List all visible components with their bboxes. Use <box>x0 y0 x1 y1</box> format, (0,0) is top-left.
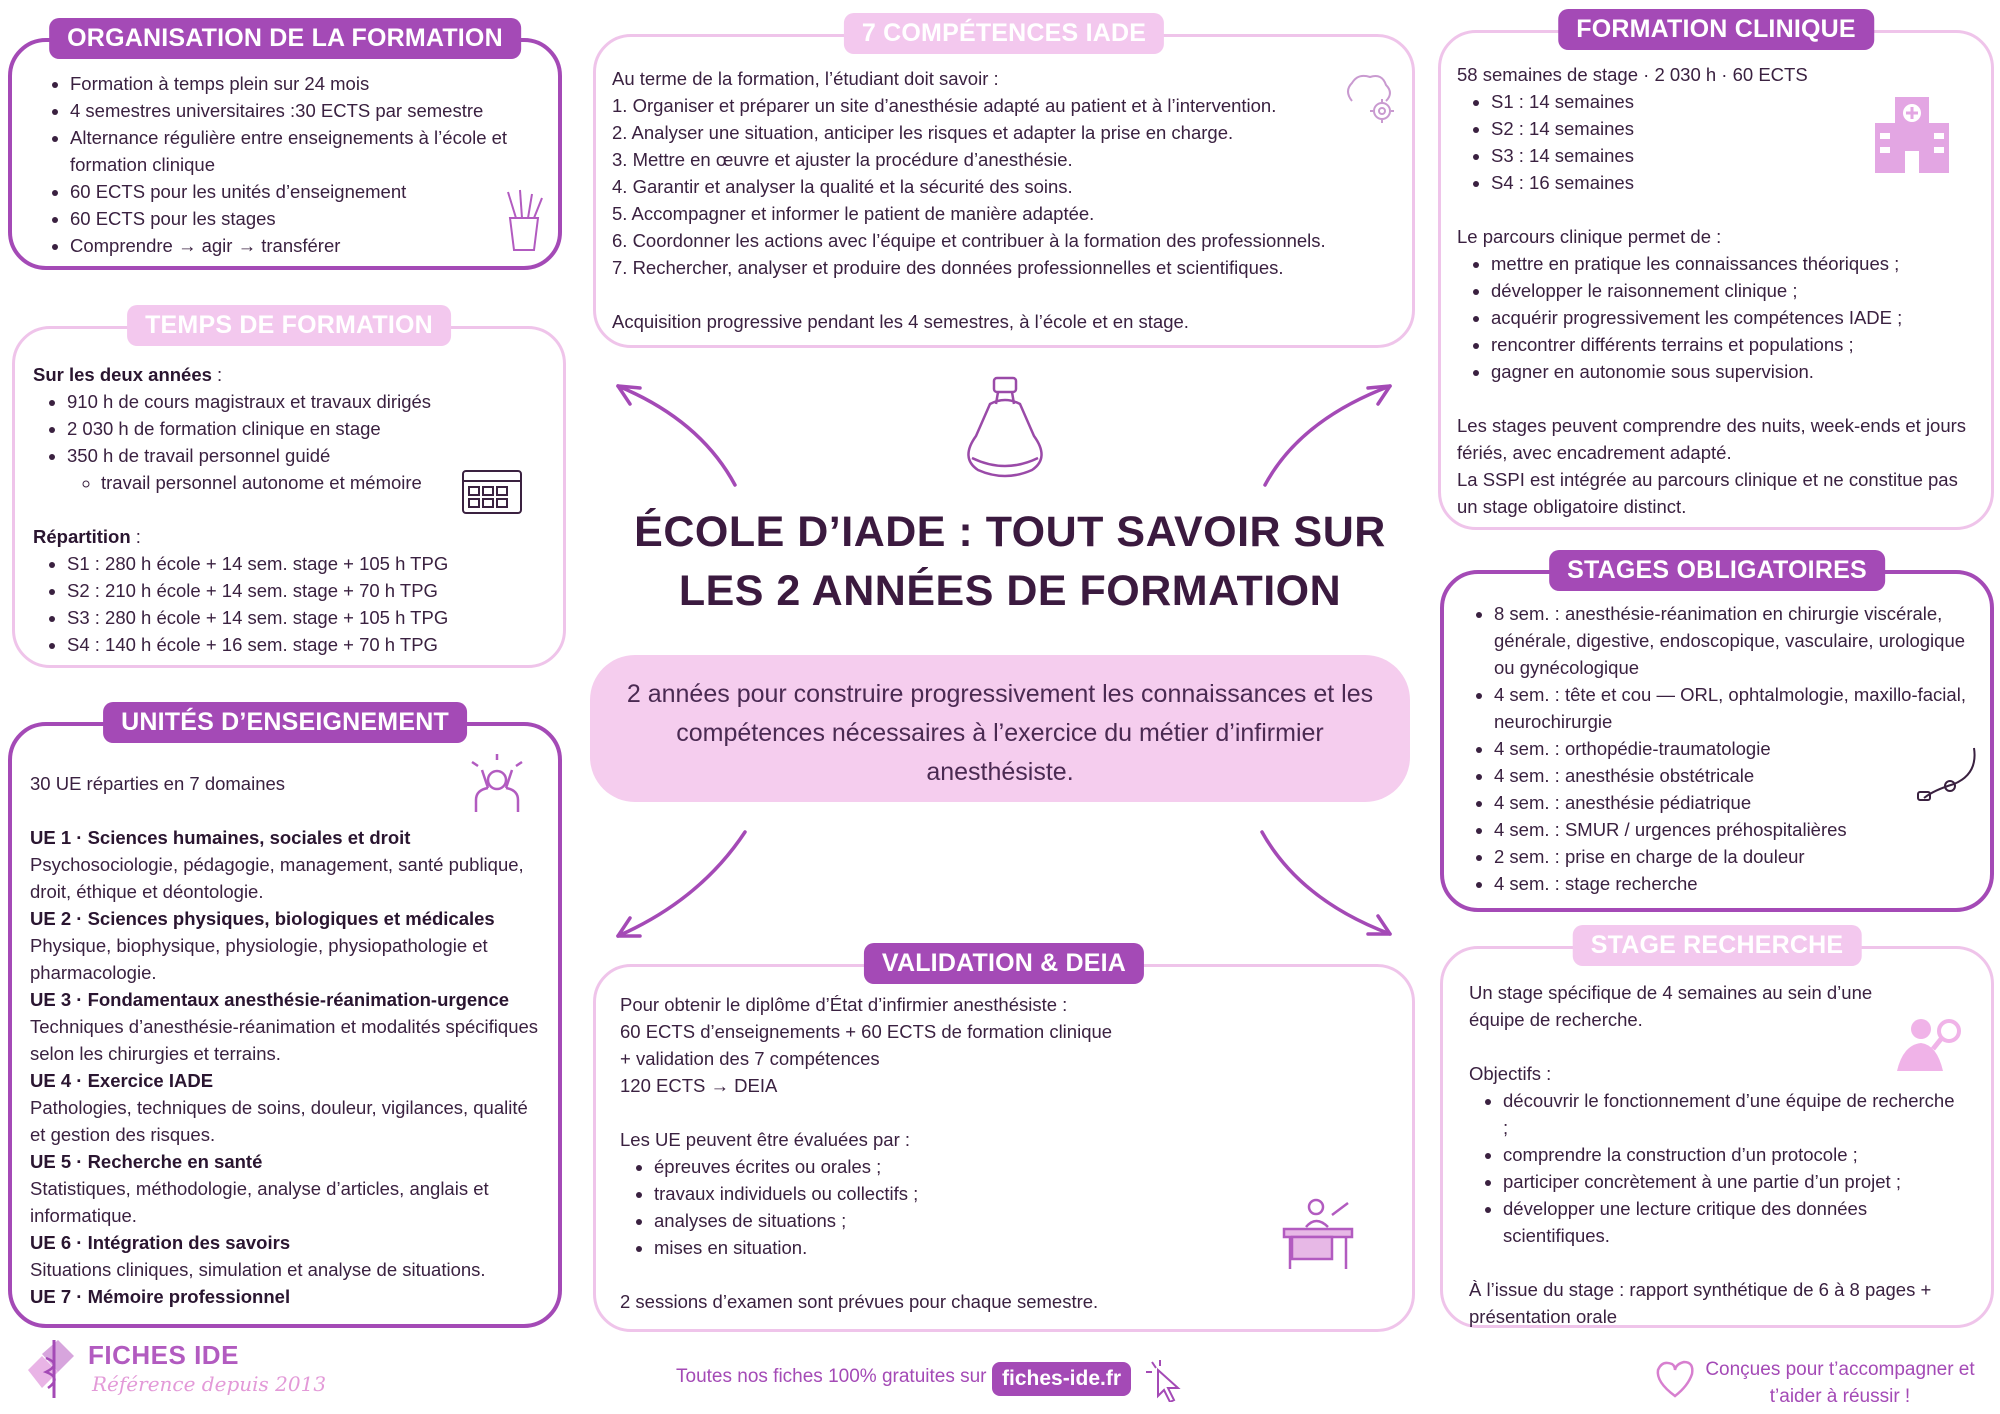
obligatoires-list <box>1460 600 1970 897</box>
repartition-label: Répartition : <box>33 526 141 547</box>
list-item: • S2 : 14 semaines <box>1491 115 1983 142</box>
validation-line: 60 ECTS d’enseignements + 60 ECTS de formation clinique <box>620 1021 1113 1042</box>
list-item: 6. Coordonner les actions avec l’équipe et contribuer à la formation des professionnels. <box>612 230 1326 251</box>
ue-name: UE 4 · Exercice IADE <box>30 1070 214 1091</box>
temps-intro: Sur les deux années : <box>33 364 223 385</box>
list-item: • épreuves écrites ou orales ; <box>654 1153 1392 1180</box>
unites-intro: 30 UE réparties en 7 domaines <box>30 773 286 794</box>
ue-desc: Statistiques, méthodologie, analyse d’articles, anglais et informatique. <box>30 1178 489 1226</box>
obligatoires-title: STAGES OBLIGATOIRES <box>1549 550 1885 591</box>
list-item: • découvrir le fonctionnement d’une équipe de recherche ; <box>1503 1087 1961 1141</box>
list-item: • 2 sem. : prise en charge de la douleur <box>1494 843 1970 870</box>
list-item: 4. Garantir et analyser la qualité et la sécurité des soins. <box>612 176 1073 197</box>
list-item: • comprendre la construction d’un protocole ; <box>1503 1141 1961 1168</box>
obligatoires-card <box>1440 556 1994 912</box>
ue-desc: Techniques d’anesthésie-réanimation et modalités spécifiques selon les chirurgies et terrains. <box>30 1016 539 1064</box>
list-item: • acquérir progressivement les compétences IADE ; <box>1491 304 1983 331</box>
list-item: • mettre en pratique les connaissances théoriques ; <box>1491 250 1983 277</box>
recherche-intro: Un stage spécifique de 4 semaines au sein d’une équipe de recherche. <box>1469 982 1873 1030</box>
list-item: • travaux individuels ou collectifs ; <box>654 1180 1392 1207</box>
recherche-card <box>1440 931 1994 1328</box>
list-item: • Formation à temps plein sur 24 mois <box>70 70 538 97</box>
list-item: • 60 ECTS pour les unités d’enseignement <box>70 178 538 205</box>
list-item: • Alternance régulière entre enseignements à l’école et formation clinique <box>70 124 538 178</box>
ue-name: UE 3 · Fondamentaux anesthésie-réanimation-urgence <box>30 989 510 1010</box>
ue-desc: Psychosociologie, pédagogie, management, santé publique, droit, éthique et déontologie. <box>30 854 524 902</box>
list-item: • S1 : 280 h école + 14 sem. stage + 105 h TPG <box>67 550 543 577</box>
intubation-tube-icon <box>1914 744 1984 804</box>
footer-message: Conçues pour t’accompagner et t’aider à réussir ! <box>1705 1359 1975 1407</box>
list-item: • 910 h de cours magistraux et travaux dirigés <box>67 388 543 415</box>
unites-title: UNITÉS D’ENSEIGNEMENT <box>103 702 467 743</box>
list-item: • S3 : 14 semaines <box>1491 142 1983 169</box>
list-item: • 60 ECTS pour les stages <box>70 205 538 232</box>
recherche-outro: À l’issue du stage : rapport synthétique de 6 à 8 pages + présentation orale <box>1469 1279 1932 1327</box>
parcours-list <box>1457 250 1983 385</box>
list-item: • 4 sem. : stage recherche <box>1494 870 1970 897</box>
page-subtitle: 2 années pour construire progressivement les connaissances et les compétences nécessaires à l’exercice du métier d’infirmier anesthésiste. <box>590 655 1410 802</box>
ue-name: UE 1 · Sciences humaines, sociales et droit <box>30 827 411 848</box>
ue-desc: Pathologies, techniques de soins, douleur, vigilances, qualité et gestion des risques. <box>30 1097 528 1145</box>
list-item: • 4 sem. : anesthésie pédiatrique <box>1494 789 1970 816</box>
ue-name: UE 2 · Sciences physiques, biologiques et médicales <box>30 908 495 929</box>
sessions-text: 2 sessions d’examen sont prévues pour chaque semestre. <box>620 1291 1099 1312</box>
validation-line: + validation des 7 compétences <box>620 1048 880 1069</box>
list-item: • mises en situation. <box>654 1234 1392 1261</box>
list-item: • rencontrer différents terrains et populations ; <box>1491 331 1983 358</box>
student-desk-icon <box>1278 1193 1358 1273</box>
recherche-title: STAGE RECHERCHE <box>1573 925 1862 966</box>
list-item: • développer le raisonnement clinique ; <box>1491 277 1983 304</box>
footer-text: Toutes nos fiches 100% gratuites sur <box>676 1366 987 1387</box>
list-item: • gagner en autonomie sous supervision. <box>1491 358 1983 385</box>
parcours-intro: Le parcours clinique permet de : <box>1457 226 1722 247</box>
list-item: 5. Accompagner et informer le patient de manière adaptée. <box>612 203 1095 224</box>
competences-outro: Acquisition progressive pendant les 4 semestres, à l’école et en stage. <box>612 311 1189 332</box>
ue-name: UE 7 · Mémoire professionnel <box>30 1286 291 1307</box>
list-item: • 4 sem. : tête et cou — ORL, ophtalmologie, maxillo-facial, neurochirurgie <box>1494 681 1970 735</box>
list-item: 2. Analyser une situation, anticiper les risques et adapter la prise en charge. <box>612 122 1234 143</box>
ue-name: UE 6 · Intégration des savoirs <box>30 1232 291 1253</box>
validation-line: 120 ECTS → DEIA <box>620 1075 778 1096</box>
sub-list-item: ◦ travail personnel autonome et mémoire <box>101 469 543 496</box>
list-item: • 350 h de travail personnel guidé ◦ travail personnel autonome et mémoire <box>67 442 543 496</box>
objectifs-list <box>1469 1087 1961 1249</box>
list-item: • S3 : 280 h école + 14 sem. stage + 105 h TPG <box>67 604 543 631</box>
validation-line: Pour obtenir le diplôme d’État d’infirmier anesthésiste : <box>620 994 1068 1015</box>
ue-name: UE 5 · Recherche en santé <box>30 1151 263 1172</box>
list-item: 1. Organiser et préparer un site d’anesthésie adapté au patient et à l’intervention. <box>612 95 1277 116</box>
list-item: • 8 sem. : anesthésie-réanimation en chirurgie viscérale, générale, digestive, endoscopique, vasculaire, urologique ou gynécologique <box>1494 600 1970 681</box>
list-item: • S4 : 140 h école + 16 sem. stage + 70 h TPG <box>67 631 543 658</box>
clinique-note: Les stages peuvent comprendre des nuits, week-ends et jours fériés, avec encadrement adapté. <box>1457 415 1967 463</box>
list-item: • développer une lecture critique des données scientifiques. <box>1503 1195 1961 1249</box>
clinique-title: FORMATION CLINIQUE <box>1558 9 1874 50</box>
fiches-ide-logo-icon <box>18 1334 80 1400</box>
brand-tagline: Référence depuis 2013 <box>92 1372 327 1396</box>
eval-list <box>620 1153 1392 1261</box>
list-item: • analyses de situations ; <box>654 1207 1392 1234</box>
brand-name: FICHES IDE <box>88 1340 239 1370</box>
list-item: • 4 sem. : anesthésie obstétricale <box>1494 762 1970 789</box>
eval-intro: Les UE peuvent être évaluées par : <box>620 1129 911 1150</box>
list-item: • S1 : 14 semaines <box>1491 88 1983 115</box>
hospital-icon <box>1871 93 1953 173</box>
list-item: • 4 sem. : orthopédie-traumatologie <box>1494 735 1970 762</box>
temps-title: TEMPS DE FORMATION <box>127 305 451 346</box>
list-item: • participer concrètement à une partie d’un projet ; <box>1503 1168 1961 1195</box>
organisation-title: ORGANISATION DE LA FORMATION <box>49 18 521 59</box>
clinique-card <box>1438 15 1994 530</box>
clinique-summary: 58 semaines de stage · 2 030 h · 60 ECTS <box>1457 64 1808 85</box>
page-title: ÉCOLE D’IADE : TOUT SAVOIR SUR LES 2 ANNÉES DE FORMATION <box>634 508 1386 615</box>
list-item: • Comprendre → agir → transférer <box>70 232 538 259</box>
list-item: • 4 sem. : SMUR / urgences préhospitalières <box>1494 816 1970 843</box>
researcher-magnifier-icon <box>1893 1015 1969 1071</box>
site-link[interactable]: fiches-ide.fr <box>992 1362 1131 1396</box>
list-item: 3. Mettre en œuvre et ajuster la procédure d’anesthésie. <box>612 149 1073 170</box>
objectifs-label: Objectifs : <box>1469 1063 1552 1084</box>
list-item: • S2 : 210 h école + 14 sem. stage + 70 h TPG <box>67 577 543 604</box>
list-item: • 2 030 h de formation clinique en stage <box>67 415 543 442</box>
clinique-note: La SSPI est intégrée au parcours clinique et ne constitue pas un stage obligatoire distinct. <box>1457 469 1958 517</box>
competences-title: 7 COMPÉTENCES IADE <box>844 13 1164 54</box>
validation-card <box>593 949 1415 1332</box>
competences-intro: Au terme de la formation, l’étudiant doit savoir : <box>612 68 999 89</box>
validation-title: VALIDATION & DEIA <box>864 943 1144 984</box>
ue-desc: Situations cliniques, simulation et analyse de situations. <box>30 1259 486 1280</box>
list-item: • S4 : 16 semaines <box>1491 169 1983 196</box>
list-item: 7. Rechercher, analyser et produire des données professionnelles et scientifiques. <box>612 257 1284 278</box>
heart-icon <box>1652 1356 1698 1402</box>
cursor-click-icon <box>1144 1358 1184 1402</box>
ue-desc: Physique, biophysique, physiologie, physiopathologie et pharmacologie. <box>30 935 488 983</box>
list-item: • 4 semestres universitaires :30 ECTS par semestre <box>70 97 538 124</box>
